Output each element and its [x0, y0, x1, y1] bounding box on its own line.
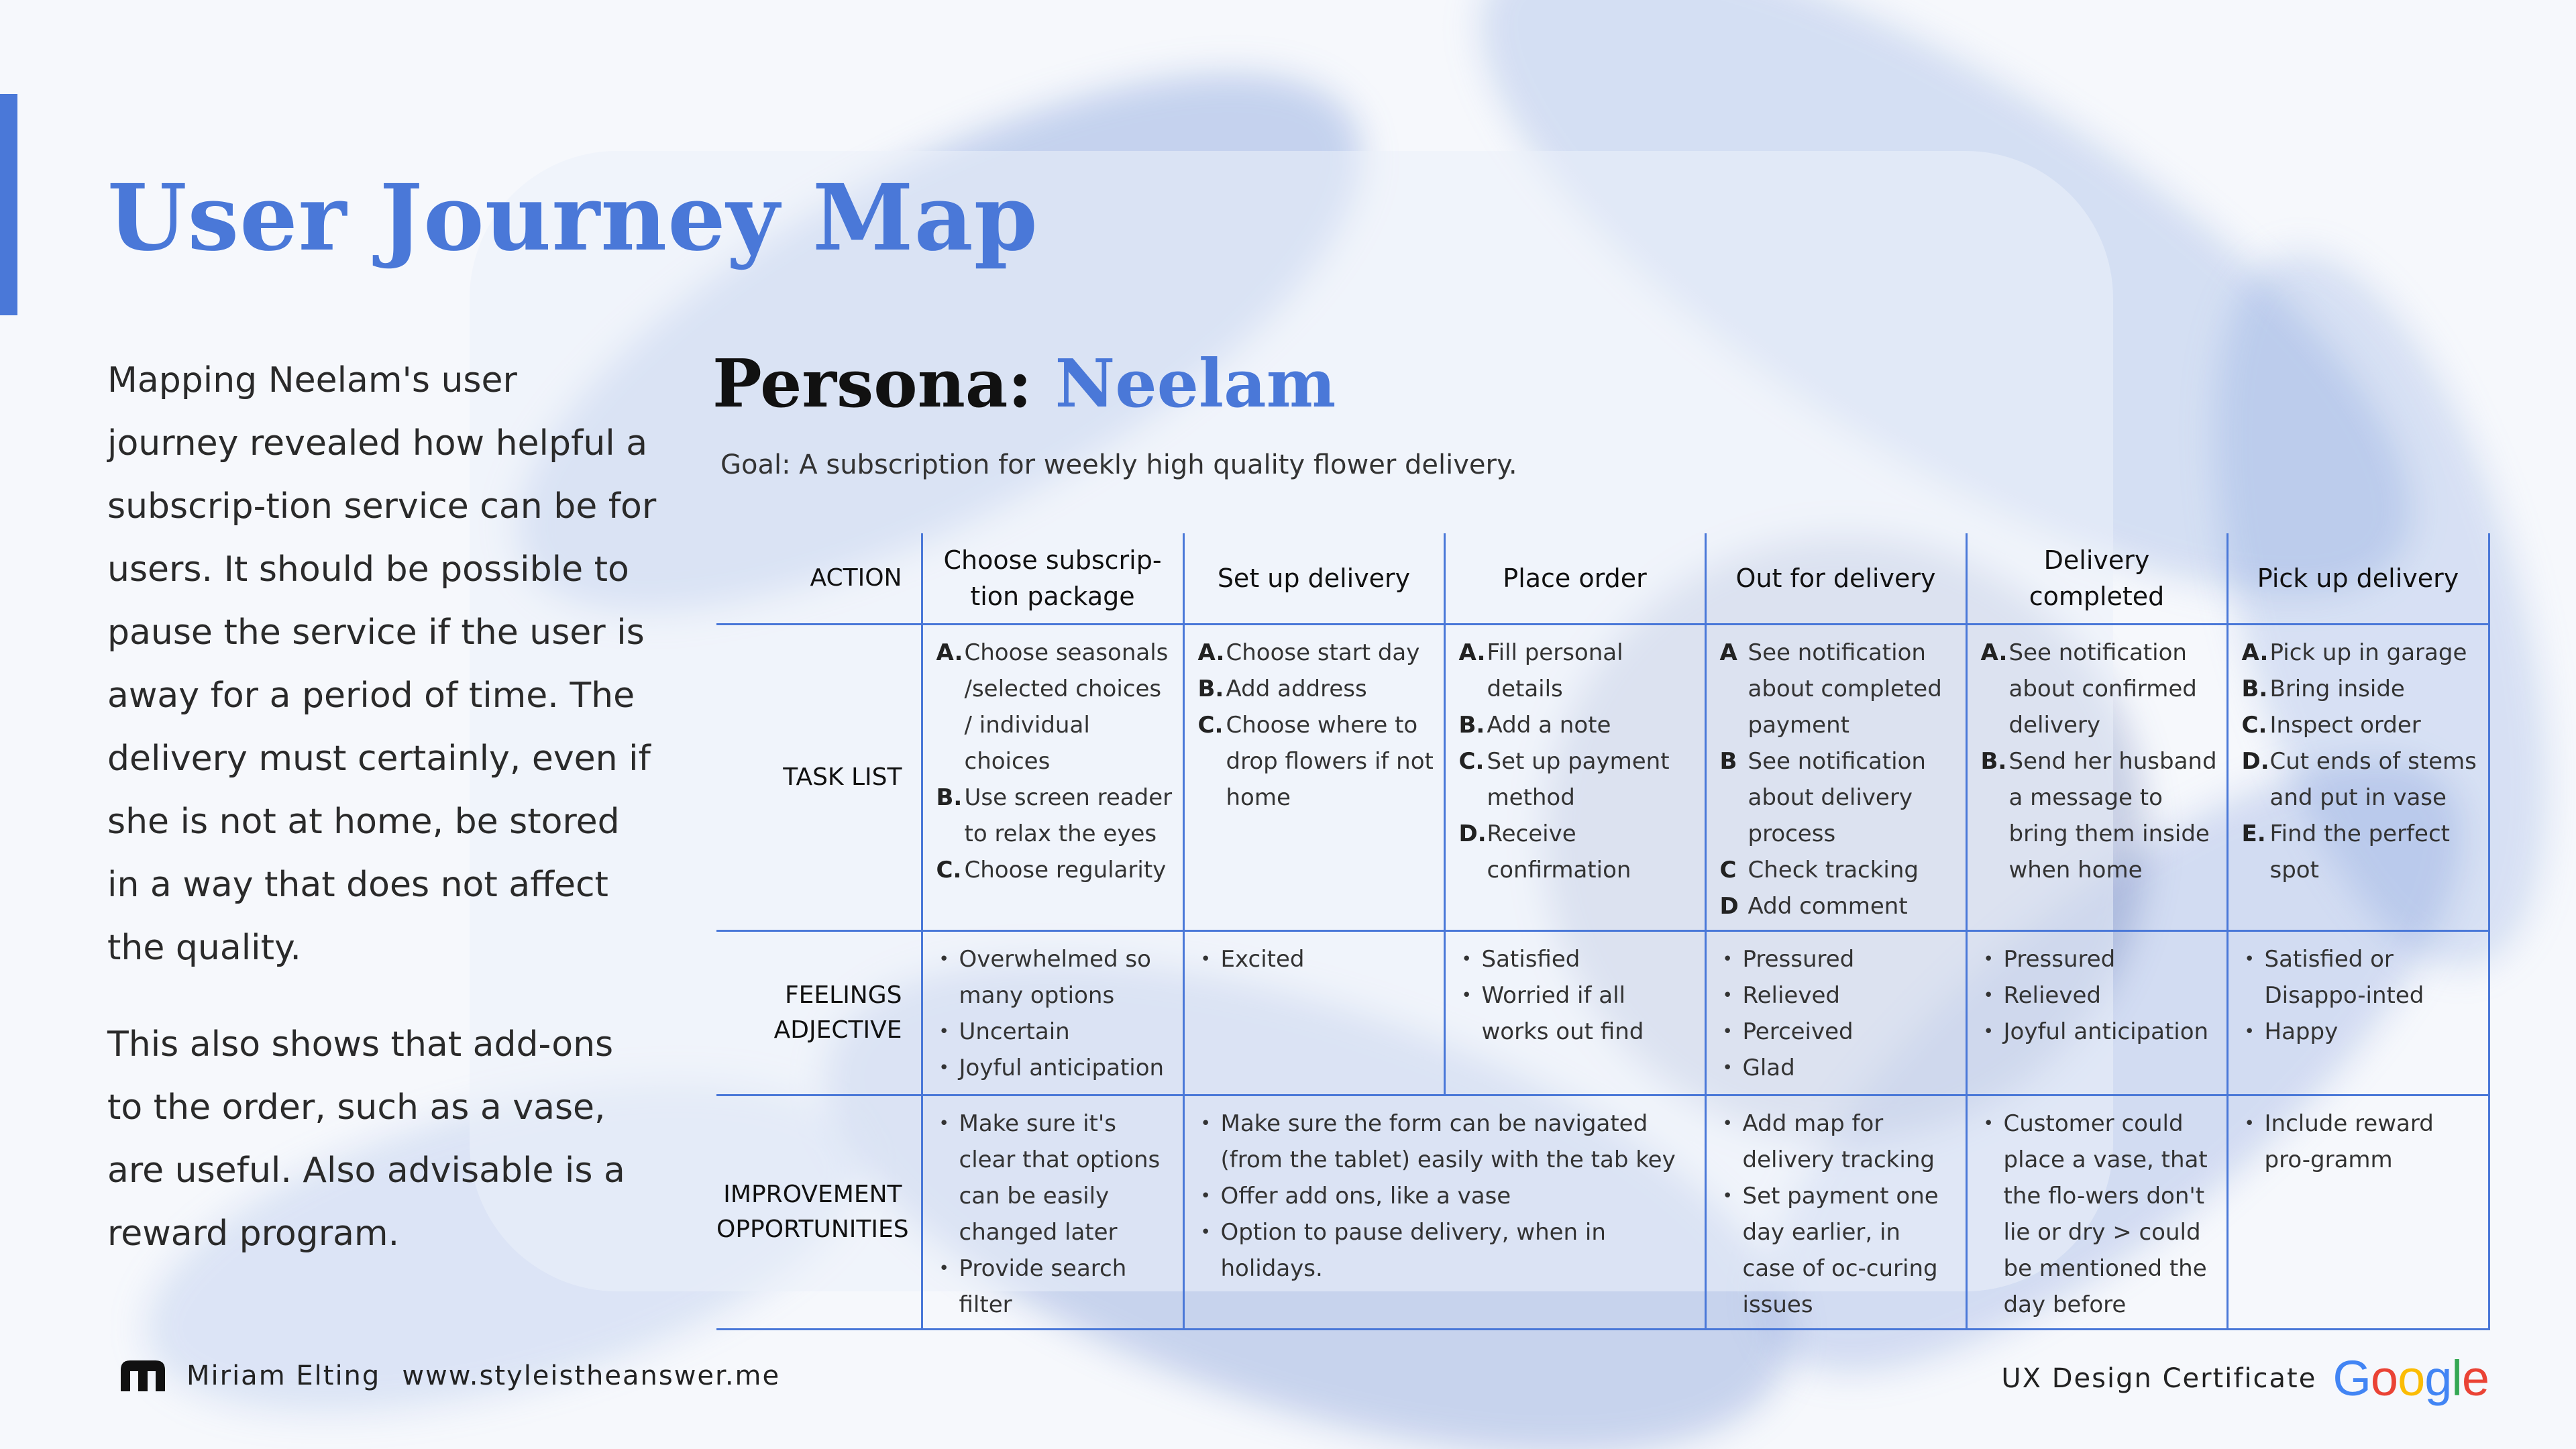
task-item: A. Choose seasonals /selected choices / individual choices — [936, 639, 1169, 775]
feelings-cell — [922, 930, 1183, 1095]
improvement-item: • Make sure it's clear that options can be easily changed later — [936, 1106, 1176, 1250]
improvement-cell — [1183, 1095, 1705, 1329]
improvement-cell — [1966, 1095, 2227, 1329]
feelings-cell — [1966, 930, 2227, 1095]
feelings-cell — [1444, 930, 1705, 1095]
improvement-item: • Make sure the form can be navigated (from the tablet) easily with the tab key — [1198, 1106, 1698, 1178]
page-title: User Journey Map — [107, 164, 1038, 272]
task-cell — [1705, 624, 1966, 930]
action-header: Place order — [1444, 533, 1705, 624]
feeling-item: • Satisfied or Disappo-inted — [2242, 941, 2481, 1014]
feeling-item: • Pressured — [1981, 941, 2220, 977]
task-item: E. Find the perfect spot — [2241, 820, 2450, 883]
improvement-row — [716, 1095, 2489, 1329]
action-header: Pick up delivery — [2227, 533, 2489, 624]
improvement-item: • Include reward pro-gramm — [2242, 1106, 2481, 1178]
intro-text — [107, 349, 657, 1265]
task-item: A See notification about completed payment — [1719, 639, 1942, 739]
task-item: A. See notification about confirmed delivery — [1980, 639, 2197, 739]
task-item: D. Receive confirmation — [1458, 820, 1631, 883]
feelings-cell — [1705, 930, 1966, 1095]
action-row — [716, 533, 2489, 624]
footer-certificate — [2001, 1350, 2489, 1407]
task-item: B See notification about delivery process — [1719, 747, 1926, 847]
feeling-item: • Uncertain — [936, 1014, 1176, 1050]
task-item: A. Pick up in garage — [2241, 639, 2467, 666]
task-item: B. Add a note — [1458, 711, 1611, 739]
task-cell — [1444, 624, 1705, 930]
task-item: A. Choose start day — [1197, 639, 1420, 666]
feeling-item: • Overwhelmed so many options — [936, 941, 1176, 1014]
feeling-item: • Worried if all works out find — [1459, 977, 1698, 1050]
improvement-cell — [922, 1095, 1183, 1329]
feeling-item: • Excited — [1198, 941, 1437, 977]
action-header: Choose subscrip- tion package — [922, 533, 1183, 624]
feeling-item: • Happy — [2242, 1014, 2481, 1050]
task-item: B. Use screen reader to relax the eyes — [936, 784, 1173, 847]
row-label-feelings: FEELINGS ADJECTIVE — [716, 930, 922, 1095]
feelings-row — [716, 930, 2489, 1095]
improvement-item: • Set payment one day earlier, in case of oc-curing issues — [1720, 1178, 1959, 1323]
task-item: B. Bring inside — [2241, 675, 2405, 702]
footer-author — [121, 1360, 780, 1391]
task-item: B. Add address — [1197, 675, 1367, 702]
task-item: B. Send her husband a message to bring them inside when home — [1980, 747, 2217, 883]
author-name: Miriam Elting — [186, 1360, 381, 1391]
improvement-item: • Customer could place a vase, that the flo-wers don't lie or dry > could be mentioned the day before — [1981, 1106, 2220, 1323]
improvement-item: • Offer add ons, like a vase — [1198, 1178, 1698, 1214]
feeling-item: • Relieved — [1720, 977, 1959, 1014]
feeling-item: • Perceived — [1720, 1014, 1959, 1050]
journey-table — [716, 533, 2490, 1330]
task-item: D Add comment — [1719, 892, 1908, 920]
task-cell — [922, 624, 1183, 930]
task-cell — [1966, 624, 2227, 930]
action-header: Set up delivery — [1183, 533, 1444, 624]
task-item: A. Fill personal details — [1458, 639, 1623, 702]
feeling-item: • Glad — [1720, 1050, 1959, 1086]
task-item: C Check tracking — [1719, 856, 1919, 883]
m-logo-icon — [121, 1360, 165, 1391]
row-label-task-list: TASK LIST — [716, 624, 922, 930]
certificate-label: UX Design Certificate — [2001, 1362, 2317, 1394]
task-row — [716, 624, 2489, 930]
feelings-cell — [2227, 930, 2489, 1095]
author-website[interactable]: www.styleistheanswer.me — [402, 1360, 781, 1391]
task-item: C. Set up payment method — [1458, 747, 1670, 811]
task-item: C. Inspect order — [2241, 711, 2421, 739]
intro-paragraph-1: Mapping Neelam's user journey revealed how helpful a subscrip-tion service can be for users. It should be possible to pause the service if the user is away for a period of time. The delivery must certainly, even if she is not at home, be stored in a way that does not affect the quality. — [107, 360, 657, 968]
persona-name: Neelam — [1055, 345, 1336, 423]
improvement-cell — [2227, 1095, 2489, 1329]
improvement-cell — [1705, 1095, 1966, 1329]
improvement-item: • Provide search filter — [936, 1250, 1176, 1323]
feeling-item: • Joyful anticipation — [1981, 1014, 2220, 1050]
feeling-item: • Joyful anticipation — [936, 1050, 1176, 1086]
persona-goal: Goal: A subscription for weekly high quality flower delivery. — [720, 449, 1517, 480]
persona-heading — [712, 345, 1336, 423]
task-item: D. Cut ends of stems and put in vase — [2241, 747, 2477, 811]
row-label-improvement: IMPROVEMENT OPPORTUNITIES — [716, 1095, 922, 1329]
task-cell — [1183, 624, 1444, 930]
action-header: Delivery completed — [1966, 533, 2227, 624]
task-item: C. Choose where to drop flowers if not home — [1197, 711, 1434, 811]
action-header: Out for delivery — [1705, 533, 1966, 624]
row-label-action: ACTION — [716, 533, 922, 624]
feeling-item: • Relieved — [1981, 977, 2220, 1014]
improvement-item: • Add map for delivery tracking — [1720, 1106, 1959, 1178]
feeling-item: • Pressured — [1720, 941, 1959, 977]
feelings-cell — [1183, 930, 1444, 1095]
persona-label: Persona: — [712, 345, 1032, 423]
improvement-item: • Option to pause delivery, when in holidays. — [1198, 1214, 1698, 1287]
intro-paragraph-2: This also shows that add-ons to the order, such as a vase, are useful. Also advisable is a reward program. — [107, 1024, 625, 1254]
feeling-item: • Satisfied — [1459, 941, 1698, 977]
task-item: C. Choose regularity — [936, 856, 1167, 883]
google-logo: Google — [2332, 1350, 2489, 1406]
task-cell — [2227, 624, 2489, 930]
accent-bar — [0, 94, 17, 315]
